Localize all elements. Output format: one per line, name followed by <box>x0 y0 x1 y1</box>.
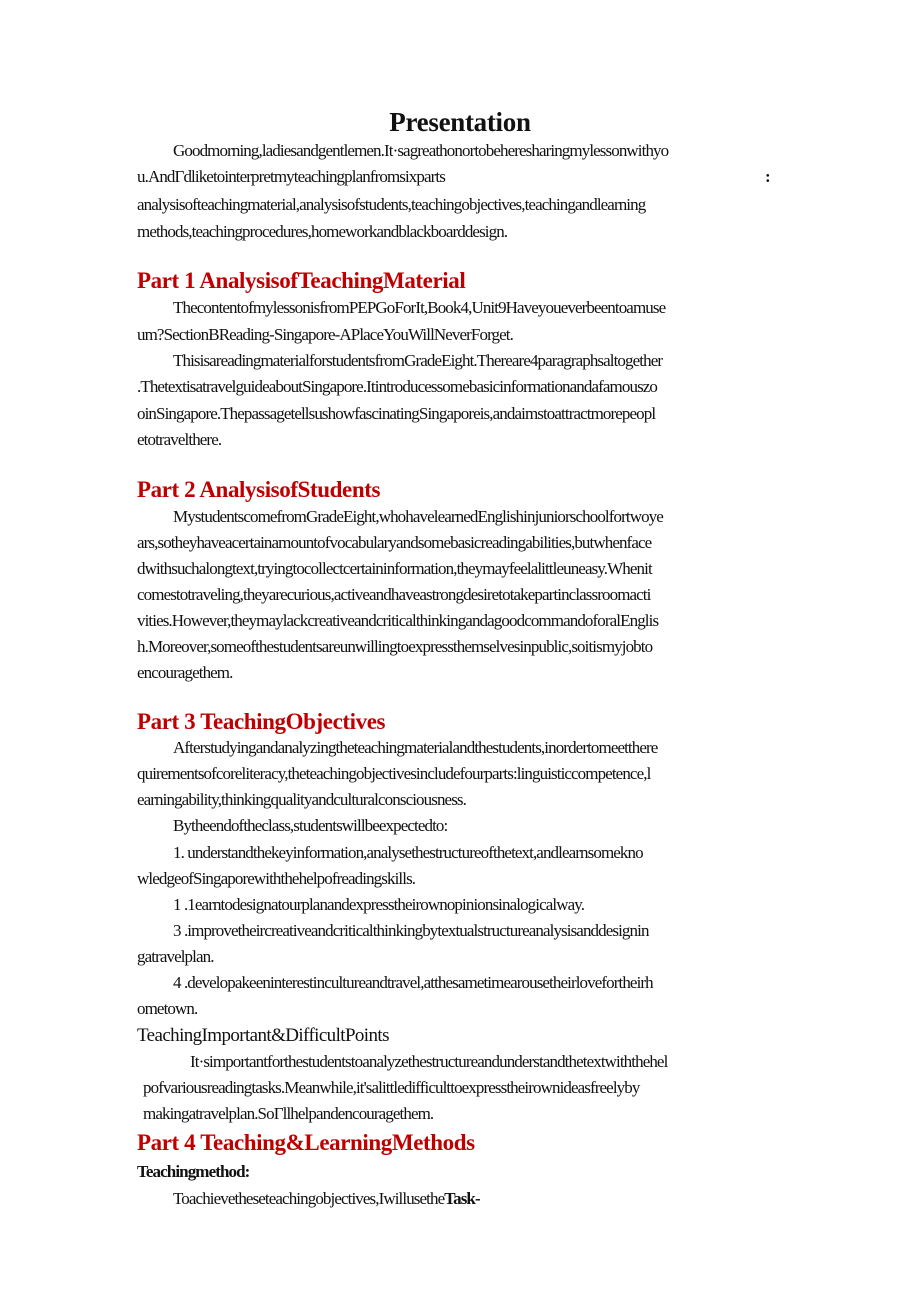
part1-p1-line-1: ThecontentofmylessonisfromPEPGoForIt,Book4,Unit9Haveyoueverbeentoamuse <box>173 298 666 317</box>
part1-heading: Part 1 AnalysisofTeachingMaterial <box>137 268 466 293</box>
part3-heading: Part 3 TeachingObjectives <box>137 709 386 734</box>
part3-p1-line-2: quirementsofcoreliteracy,theteachingobjectivesincludefourparts:linguisticcompetence,l <box>137 764 651 783</box>
part1-p1-line-2: um?SectionBReading-Singapore-APlaceYouWillNeverForget. <box>137 325 513 344</box>
objective-1-line-1: 1. understandthekeyinformation,analysethestructureofthetext,andlearnsomekno <box>173 843 643 862</box>
part4-heading: Part 4 Teaching&LearningMethods <box>137 1130 475 1155</box>
part1-p2-line-1: ThisisareadingmaterialforstudentsfromGradeEight.Thereare4paragraphsaltogether <box>173 351 663 370</box>
intro-line-2: u.AndΓdliketointerpretmyteachingplanfromsixparts <box>137 167 445 186</box>
page-title: Presentation <box>389 107 531 137</box>
points-line-1: It·simportantforthestudentstoanalyzethestructureandunderstandthetextwiththehel <box>190 1052 668 1071</box>
intro-line-4: methods,teachingprocedures,homeworkandblackboarddesign. <box>137 222 508 241</box>
part2-heading: Part 2 AnalysisofStudents <box>137 477 381 502</box>
objective-4-line-1: 4 .developakeeninterestincultureandtravel,atthesametimearousetheirlovefortheirh <box>173 973 653 992</box>
objective-1-line-2: wledgeofSingaporewiththehelpofreadingskills. <box>137 869 416 888</box>
objective-3-line-2: gatravelplan. <box>137 947 214 966</box>
part3-p1-line-3: earningability,thinkingqualityandculturalconsciousness. <box>137 790 466 809</box>
teaching-method-line <box>173 1189 480 1209</box>
intro-line-1: Goodmorning,ladiesandgentlemen.It·sagreathonortobeheresharingmylessonwithyo <box>173 141 669 160</box>
objective-3-line-1: 3 .improvetheircreativeandcriticalthinkingbytextualstructureanalysisanddesignin <box>173 921 649 940</box>
part2-line-6: h.Moreover,someofthestudentsareunwillingtoexpressthemselvesinpublic,soitismyjobto <box>137 637 653 656</box>
teaching-method-bold: Task- <box>444 1189 480 1208</box>
part2-line-4: comestotraveling,theyarecurious,activeandhaveastrongdesiretotakepartinclassroomacti <box>137 585 651 604</box>
objective-4-line-2: ometown. <box>137 999 198 1018</box>
objective-2: 1 .1earntodesignatourplanandexpresstheirownopinionsinalogicalway. <box>173 895 585 914</box>
intro-line-3: analysisofteachingmaterial,analysisofstudents,teachingobjectives,teachingandlearning <box>137 195 646 214</box>
part1-p2-line-2: .ThetextisatravelguideaboutSingapore.Itintroducessomebasicinformationandafamouszo <box>137 377 658 396</box>
part3-p1-line-1: Afterstudyingandanalyzingtheteachingmaterialandthestudents,inordertomeetthere <box>173 738 658 757</box>
part3-p2: Bytheendoftheclass,studentswillbeexpectedto: <box>173 816 448 835</box>
important-difficult-subheading: TeachingImportant&DifficultPoints <box>137 1025 389 1046</box>
part1-p2-line-4: etotravelthere. <box>137 430 222 449</box>
part2-line-5: vities.However,theymaylackcreativeandcriticalthinkingandagoodcommandoforalEnglis <box>137 611 659 630</box>
intro-colon: : <box>765 167 771 186</box>
part2-line-7: encouragethem. <box>137 663 233 682</box>
teaching-method-label: Teachingmethod: <box>137 1162 250 1181</box>
part2-line-2: ars,sotheyhaveacertainamountofvocabularyandsomebasicreadingabilities,butwhenface <box>137 533 652 552</box>
part1-p2-line-3: oinSingapore.ThepassagetellsushowfascinatingSingaporeis,andaimstoattractmorepeopl <box>137 404 656 423</box>
part2-line-3: dwithsuchalongtext,tryingtocollectcertaininformation,theymayfeelalittleuneasy.Whenit <box>137 559 652 578</box>
points-line-3: makingatravelplan.SoΓllhelpandencouragethem. <box>143 1104 434 1123</box>
points-line-2: pofvariousreadingtasks.Meanwhile,it'salittledifficulttoexpresstheirownideasfreelyby <box>143 1078 640 1097</box>
part2-line-1: MystudentscomefromGradeEight,whohavelearnedEnglishinjuniorschoolfortwoye <box>173 507 663 526</box>
teaching-method-text: Toachievetheseteachingobjectives,Iwillusethe <box>173 1189 445 1208</box>
